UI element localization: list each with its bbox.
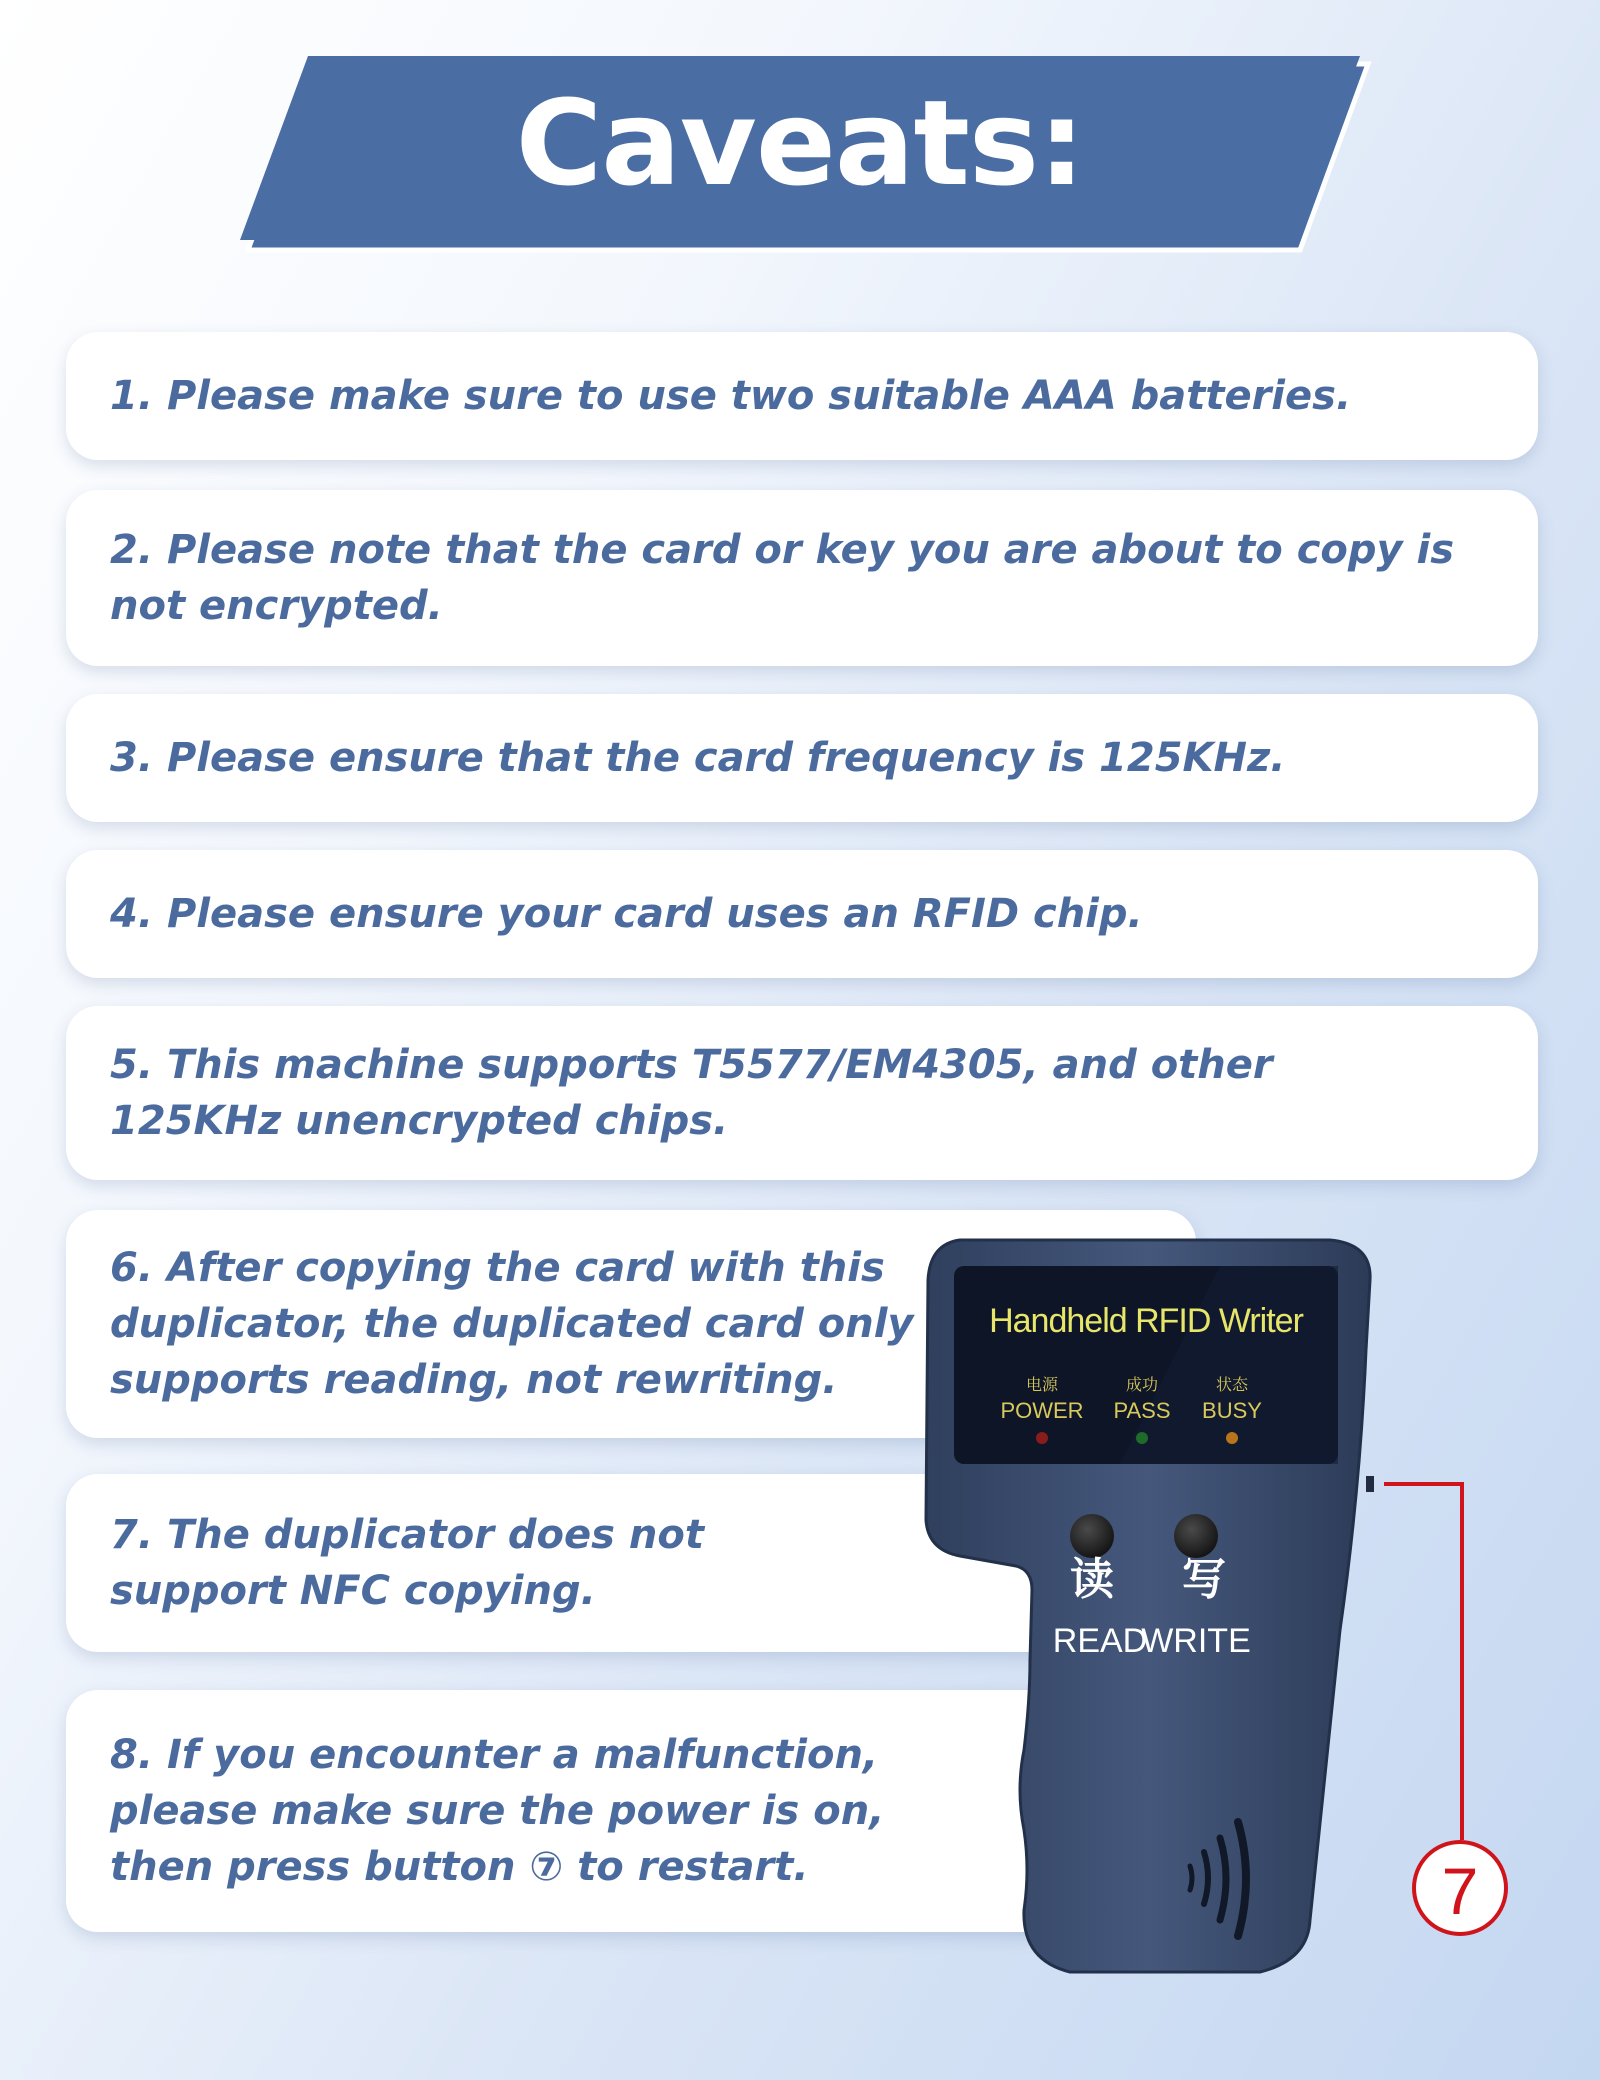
device-screen-title: Handheld RFID Writer bbox=[989, 1302, 1303, 1340]
caveat-card-4 bbox=[66, 850, 1538, 978]
caveat-card-5 bbox=[66, 1006, 1538, 1180]
indicator-busy-en: BUSY bbox=[1202, 1398, 1262, 1423]
read-button-cn: 读 bbox=[1070, 1554, 1114, 1605]
callout-label: 7 bbox=[1441, 1854, 1479, 1928]
caveat-text-3: 3. Please ensure that the card frequency is 125KHz. bbox=[110, 735, 1286, 781]
indicator-busy-cn: 状态 bbox=[1215, 1375, 1249, 1394]
write-button bbox=[1174, 1514, 1218, 1558]
caveat-text-8: 8. If you encounter a malfunction, please make sure the power is on, then press button ⑦ to restart. bbox=[110, 1732, 885, 1890]
reset-button-notch bbox=[1366, 1476, 1374, 1492]
button-7-callout bbox=[1380, 1470, 1530, 1960]
caveat-card-1 bbox=[66, 332, 1538, 460]
read-button bbox=[1070, 1514, 1114, 1558]
indicator-power-en: POWER bbox=[1000, 1398, 1084, 1423]
caveat-text-4: 4. Please ensure your card uses an RFID chip. bbox=[110, 891, 1143, 937]
indicator-pass-led bbox=[1136, 1432, 1148, 1444]
page-title: Caveats: bbox=[515, 74, 1085, 212]
caveat-text-2: 2. Please note that the card or key you are about to copy is not encrypted. bbox=[110, 527, 1455, 629]
read-button-label: READ bbox=[1052, 1622, 1148, 1660]
caveat-text-6: 6. After copying the card with this duplicator, the duplicated card only supports reading, not rewriting. bbox=[110, 1245, 914, 1403]
indicator-pass-cn: 成功 bbox=[1125, 1375, 1159, 1394]
indicator-busy-led bbox=[1226, 1432, 1238, 1444]
write-button-cn: 写 bbox=[1182, 1554, 1226, 1605]
indicator-power-led bbox=[1036, 1432, 1048, 1444]
caveat-text-7: 7. The duplicator does not support NFC copying. bbox=[110, 1512, 704, 1614]
write-button-label: WRITE bbox=[1141, 1622, 1251, 1660]
indicator-power-cn: 电源 bbox=[1025, 1375, 1059, 1394]
caveat-text-5: 5. This machine supports T5577/EM4305, and other 125KHz unencrypted chips. bbox=[110, 1042, 1273, 1144]
caveat-text-1: 1. Please make sure to use two suitable AAA batteries. bbox=[110, 373, 1352, 419]
rfid-writer-device bbox=[920, 1230, 1380, 1990]
caveat-card-3 bbox=[66, 694, 1538, 822]
indicator-pass-en: PASS bbox=[1113, 1398, 1171, 1423]
caveat-card-2 bbox=[66, 490, 1538, 666]
